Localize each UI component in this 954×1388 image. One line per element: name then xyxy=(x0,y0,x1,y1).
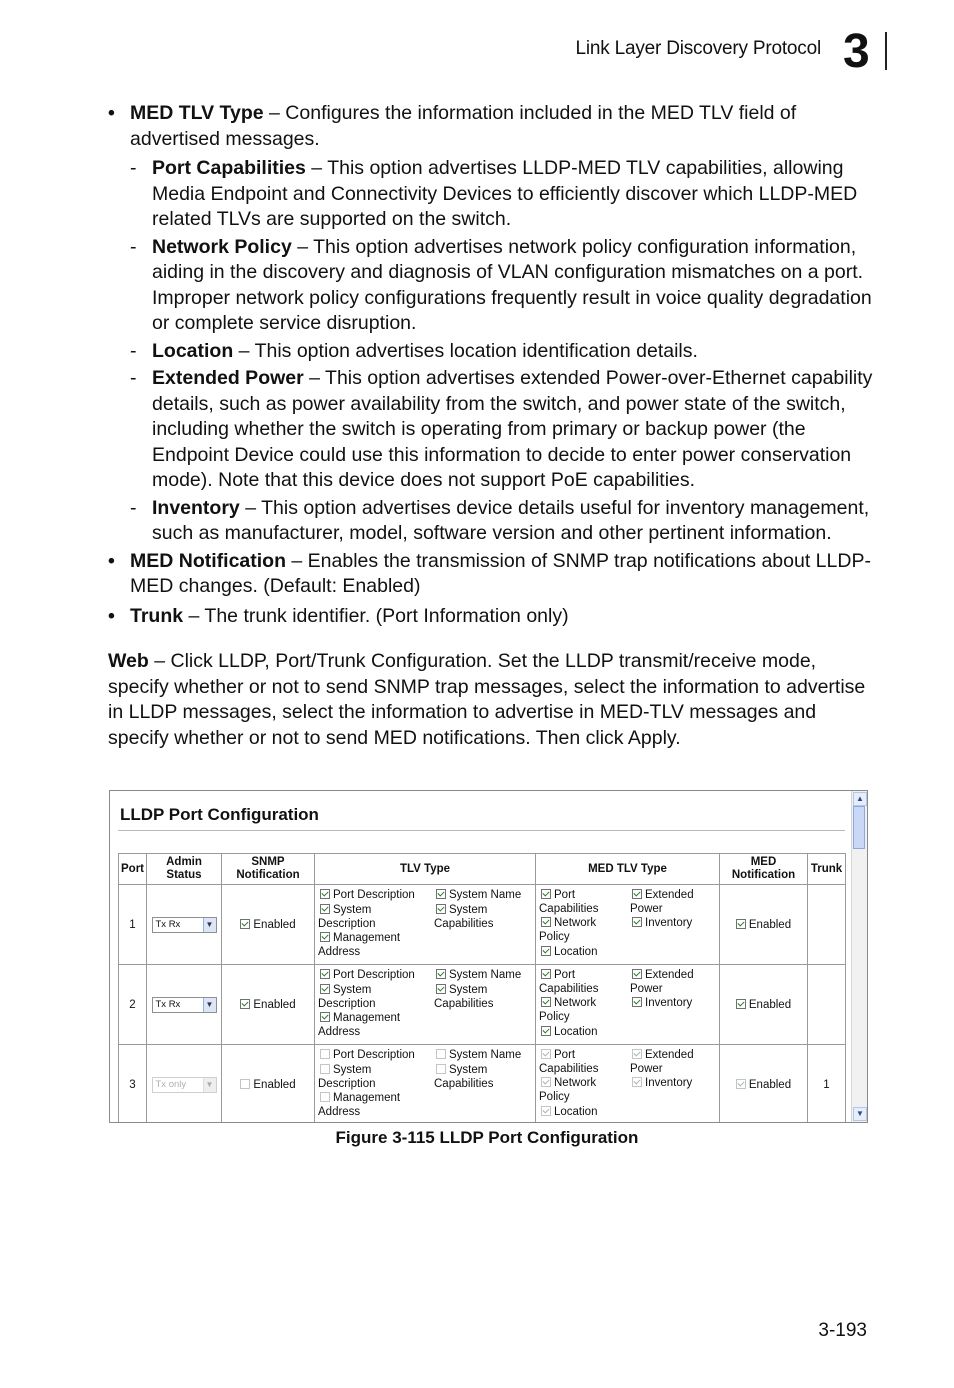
label: Location xyxy=(554,945,598,958)
tlv-cell xyxy=(315,885,536,965)
med-cell xyxy=(536,1045,720,1124)
system-description-checkbox[interactable] xyxy=(320,1064,330,1074)
label: System Name xyxy=(449,1048,522,1061)
title-rule xyxy=(118,830,845,831)
admin-status-select[interactable] xyxy=(152,997,217,1013)
system-capabilities-checkbox[interactable] xyxy=(436,1064,446,1074)
sub-item-inventory xyxy=(108,496,878,547)
term: MED TLV Type xyxy=(130,102,264,124)
med-notification-cell xyxy=(720,1045,808,1124)
port-cell: 3 xyxy=(119,1045,147,1124)
opt-management-address xyxy=(320,1091,400,1106)
med-notification-checkbox[interactable] xyxy=(736,999,746,1009)
label: Network xyxy=(554,916,597,929)
label-line: Capabilities xyxy=(539,902,599,915)
opt-system-capabilities xyxy=(436,903,487,918)
location-checkbox[interactable] xyxy=(541,1026,551,1036)
label-line: Power xyxy=(630,1062,663,1075)
admin-cell xyxy=(147,1045,222,1124)
opt-system-capabilities xyxy=(436,983,487,998)
med-options xyxy=(536,887,719,963)
label: Location xyxy=(554,1105,598,1118)
page-number: 3-193 xyxy=(818,1320,867,1341)
port-cell: 2 xyxy=(119,965,147,1045)
definition: – This option advertises LLDP-MED TLV capabilities, allowing Media Endpoint and Connectivity Devices to efficiently discover which LLDP-MED related TLVs are supported on the switch. xyxy=(152,157,858,230)
opt-network-policy xyxy=(541,916,596,931)
port-description-checkbox[interactable] xyxy=(320,1049,330,1059)
med-notification-checkbox[interactable] xyxy=(736,1079,746,1089)
med-options xyxy=(536,1047,719,1123)
label: Port xyxy=(554,968,576,981)
snmp-notification-checkbox[interactable] xyxy=(240,919,250,929)
tlv-cell xyxy=(315,965,536,1045)
med-notification-cell xyxy=(720,885,808,965)
term: Trunk xyxy=(130,604,184,627)
col-port: Port xyxy=(119,854,147,885)
bullet-dot: • xyxy=(108,102,115,124)
scroll-thumb[interactable] xyxy=(853,806,865,849)
term: MED Notification xyxy=(130,549,286,572)
sub-item-network-policy xyxy=(108,235,878,337)
port-capabilities-checkbox[interactable] xyxy=(541,1049,551,1059)
label: System xyxy=(449,1063,488,1076)
label-line: Address xyxy=(318,1025,361,1038)
label-line: Description xyxy=(318,1077,376,1090)
term: Port Capabilities xyxy=(152,157,306,179)
col-med-notification: MED Notification xyxy=(720,854,808,885)
checkbox-label: Enabled xyxy=(748,998,792,1011)
opt-system-name xyxy=(436,1048,521,1063)
sub-item-extended-power xyxy=(108,366,878,494)
opt-system-description xyxy=(320,983,371,998)
tlv-cell xyxy=(315,1045,536,1124)
network-policy-checkbox[interactable] xyxy=(541,917,551,927)
dash: - xyxy=(130,157,137,179)
snmp-cell xyxy=(222,1045,315,1124)
extended-power-checkbox[interactable] xyxy=(632,969,642,979)
bullet-med-tlv-type xyxy=(108,101,878,152)
label-line: Power xyxy=(630,902,663,915)
bullet-dot: • xyxy=(108,549,115,572)
term: Network Policy xyxy=(152,235,292,258)
label-line: Address xyxy=(318,945,361,958)
opt-port-capabilities xyxy=(541,888,575,903)
opt-port-description xyxy=(320,1048,415,1063)
trunk-cell xyxy=(808,885,846,965)
system-capabilities-checkbox[interactable] xyxy=(436,984,446,994)
checkbox-label: Enabled xyxy=(253,998,296,1011)
opt-network-policy xyxy=(541,1076,596,1091)
col-admin-status: Admin Status xyxy=(147,854,222,885)
figure-screenshot xyxy=(109,790,868,1123)
label: Management xyxy=(333,931,401,944)
label: Management xyxy=(333,1011,401,1024)
label-line: Description xyxy=(318,917,376,930)
opt-inventory xyxy=(632,996,692,1011)
opt-system-capabilities xyxy=(436,1063,487,1078)
label: System xyxy=(333,1063,372,1076)
label-line: Capabilities xyxy=(434,997,494,1010)
system-description-checkbox[interactable] xyxy=(320,904,330,914)
definition: – Click LLDP, Port/Trunk Configuration. Set the LLDP transmit/receive mode, specify whether or not to send SNMP trap messages, select the information to advertise in LLDP messages, select the information to advertise in MED-TLV messages and specify whether or not to send MED notifications. Then click Apply. xyxy=(108,650,866,749)
opt-system-name xyxy=(436,968,521,983)
sub-item-location xyxy=(108,339,878,365)
definition: – This option advertises network policy configuration information, aiding in the discovery and diagnosis of VLAN configuration mismatches on a port. Improper network policy configurations frequently result in voice quality degradation or complete service disruption. xyxy=(152,235,872,334)
opt-extended-power xyxy=(632,888,694,903)
header-divider xyxy=(885,32,887,70)
label: Port xyxy=(554,1048,576,1061)
definition: – This option advertises device details useful for inventory management, such as manufacturer, model, software version and other pertinent information. xyxy=(152,496,870,544)
label: Inventory xyxy=(645,1076,693,1089)
opt-system-name xyxy=(436,888,521,903)
management-address-checkbox[interactable] xyxy=(320,932,330,942)
snmp-cell xyxy=(222,885,315,965)
trunk-cell xyxy=(808,965,846,1045)
system-description-checkbox[interactable] xyxy=(320,984,330,994)
opt-inventory xyxy=(632,1076,692,1091)
dash: - xyxy=(130,367,137,389)
term: Inventory xyxy=(152,496,240,519)
panel-title: LLDP Port Configuration xyxy=(120,805,319,824)
table-header-row xyxy=(119,854,846,885)
table-row xyxy=(119,885,846,965)
label-line: Power xyxy=(630,982,663,995)
tlv-options xyxy=(315,967,535,1043)
definition: – This option advertises extended Power-over-Ethernet capability details, such as power availability from the switch, and power state of the switch, including whether the switch is operating from primary or backup power (the Endpoint Device could use this information to decide to enter power conservation mode). Note that this device does not support PoE capabilities. xyxy=(152,367,873,491)
opt-port-description xyxy=(320,968,415,983)
location-checkbox[interactable] xyxy=(541,946,551,956)
vertical-scrollbar[interactable] xyxy=(851,791,867,1122)
label: Inventory xyxy=(645,916,693,929)
label: System Name xyxy=(449,888,522,901)
label: Location xyxy=(554,1025,598,1038)
label-line: Policy xyxy=(539,1090,570,1103)
label: Extended xyxy=(645,968,694,981)
term: Extended Power xyxy=(152,367,304,389)
checkbox-label: Enabled xyxy=(253,1078,296,1091)
label: Network xyxy=(554,996,597,1009)
opt-network-policy xyxy=(541,996,596,1011)
web-paragraph xyxy=(108,649,878,751)
table-row xyxy=(119,1045,846,1124)
inventory-checkbox[interactable] xyxy=(632,1077,642,1087)
tlv-options xyxy=(315,1047,535,1123)
label-line: Capabilities xyxy=(539,1062,599,1075)
opt-port-description xyxy=(320,888,415,903)
snmp-cell xyxy=(222,965,315,1045)
label: Inventory xyxy=(645,996,693,1009)
figure-caption: Figure 3-115 LLDP Port Configuration xyxy=(335,1128,639,1147)
system-name-checkbox[interactable] xyxy=(436,1049,446,1059)
opt-extended-power xyxy=(632,968,694,983)
opt-management-address xyxy=(320,931,400,946)
label-line: Capabilities xyxy=(539,982,599,995)
opt-system-description xyxy=(320,903,371,918)
port-description-checkbox[interactable] xyxy=(320,969,330,979)
tlv-options xyxy=(315,887,535,963)
select-value: Tx only xyxy=(155,1078,187,1090)
label: Port Description xyxy=(333,1048,415,1061)
col-med-tlv-type: MED TLV Type xyxy=(536,854,720,885)
opt-system-description xyxy=(320,1063,371,1078)
label: Port Description xyxy=(333,968,415,981)
chevron-down-icon: ▼ xyxy=(203,1078,216,1092)
label: System xyxy=(333,903,372,916)
opt-location xyxy=(541,945,597,960)
port-capabilities-checkbox[interactable] xyxy=(541,889,551,899)
label: System xyxy=(449,903,488,916)
dash: - xyxy=(130,235,137,258)
checkbox-label: Enabled xyxy=(748,918,792,931)
snmp-notification-checkbox[interactable] xyxy=(240,999,250,1009)
opt-port-capabilities xyxy=(541,1048,575,1063)
label-line: Policy xyxy=(539,1010,570,1023)
label: Port xyxy=(554,888,576,901)
dash: - xyxy=(130,339,137,362)
label-line: Address xyxy=(318,1105,361,1118)
lldp-port-table xyxy=(118,853,846,1123)
table-row xyxy=(119,965,846,1045)
system-capabilities-checkbox[interactable] xyxy=(436,904,446,914)
label-line: Capabilities xyxy=(434,917,494,930)
location-checkbox[interactable] xyxy=(541,1106,551,1116)
term: Location xyxy=(152,339,234,362)
admin-cell xyxy=(147,965,222,1045)
chevron-down-icon: ▼ xyxy=(203,998,216,1012)
dash: - xyxy=(130,496,137,519)
select-value: Tx Rx xyxy=(155,998,181,1010)
opt-management-address xyxy=(320,1011,400,1026)
label: Extended xyxy=(645,1048,694,1061)
bullet-med-notification xyxy=(108,549,878,600)
opt-port-capabilities xyxy=(541,968,575,983)
scroll-down-icon[interactable]: ▼ xyxy=(853,1107,867,1121)
definition: – This option advertises location identification details. xyxy=(233,339,698,362)
opt-extended-power xyxy=(632,1048,694,1063)
label-line: Description xyxy=(318,997,376,1010)
med-options xyxy=(536,967,719,1043)
header-title: Link Layer Discovery Protocol xyxy=(575,38,821,59)
chapter-number: 3 xyxy=(843,25,870,78)
scroll-up-icon[interactable]: ▲ xyxy=(853,792,867,806)
extended-power-checkbox[interactable] xyxy=(632,1049,642,1059)
system-name-checkbox[interactable] xyxy=(436,969,446,979)
term: Web xyxy=(108,650,149,672)
definition: – The trunk identifier. (Port Information only) xyxy=(183,604,569,627)
label: Extended xyxy=(645,888,694,901)
label: Port Description xyxy=(333,888,415,901)
extended-power-checkbox[interactable] xyxy=(632,889,642,899)
definition: – Configures the information included in the MED TLV field of advertised messages. xyxy=(130,102,797,150)
med-notification-checkbox[interactable] xyxy=(736,919,746,929)
port-cell: 1 xyxy=(119,885,147,965)
bullet-dot: • xyxy=(108,604,115,627)
col-trunk: Trunk xyxy=(808,854,846,885)
body-text xyxy=(108,101,878,751)
trunk-cell: 1 xyxy=(808,1045,846,1124)
label: System xyxy=(449,983,488,996)
select-value: Tx Rx xyxy=(155,918,181,930)
med-cell xyxy=(536,885,720,965)
port-description-checkbox[interactable] xyxy=(320,889,330,899)
label: System Name xyxy=(449,968,522,981)
checkbox-label: Enabled xyxy=(253,918,296,931)
opt-location xyxy=(541,1105,597,1120)
admin-status-select[interactable] xyxy=(152,917,217,933)
management-address-checkbox[interactable] xyxy=(320,1092,330,1102)
label-line: Policy xyxy=(539,930,570,943)
network-policy-checkbox[interactable] xyxy=(541,1077,551,1087)
management-address-checkbox[interactable] xyxy=(320,1012,330,1022)
opt-location xyxy=(541,1025,597,1040)
admin-cell xyxy=(147,885,222,965)
label: System xyxy=(333,983,372,996)
col-tlv-type: TLV Type xyxy=(315,854,536,885)
checkbox-label: Enabled xyxy=(748,1078,792,1091)
sub-item-port-capabilities xyxy=(108,156,878,233)
col-snmp-notification: SNMP Notification xyxy=(222,854,315,885)
definition: – Enables the transmission of SNMP trap notifications about LLDP-MED changes. (Default: Enabled) xyxy=(130,549,871,597)
bullet-trunk xyxy=(108,604,878,630)
inventory-checkbox[interactable] xyxy=(632,997,642,1007)
label: Network xyxy=(554,1076,597,1089)
label: Management xyxy=(333,1091,401,1104)
port-capabilities-checkbox[interactable] xyxy=(541,969,551,979)
med-cell xyxy=(536,965,720,1045)
label-line: Capabilities xyxy=(434,1077,494,1090)
network-policy-checkbox[interactable] xyxy=(541,997,551,1007)
admin-status-select[interactable] xyxy=(152,1077,217,1093)
chevron-down-icon: ▼ xyxy=(203,918,216,932)
med-notification-cell xyxy=(720,965,808,1045)
system-name-checkbox[interactable] xyxy=(436,889,446,899)
snmp-notification-checkbox[interactable] xyxy=(240,1079,250,1089)
opt-inventory xyxy=(632,916,692,931)
inventory-checkbox[interactable] xyxy=(632,917,642,927)
